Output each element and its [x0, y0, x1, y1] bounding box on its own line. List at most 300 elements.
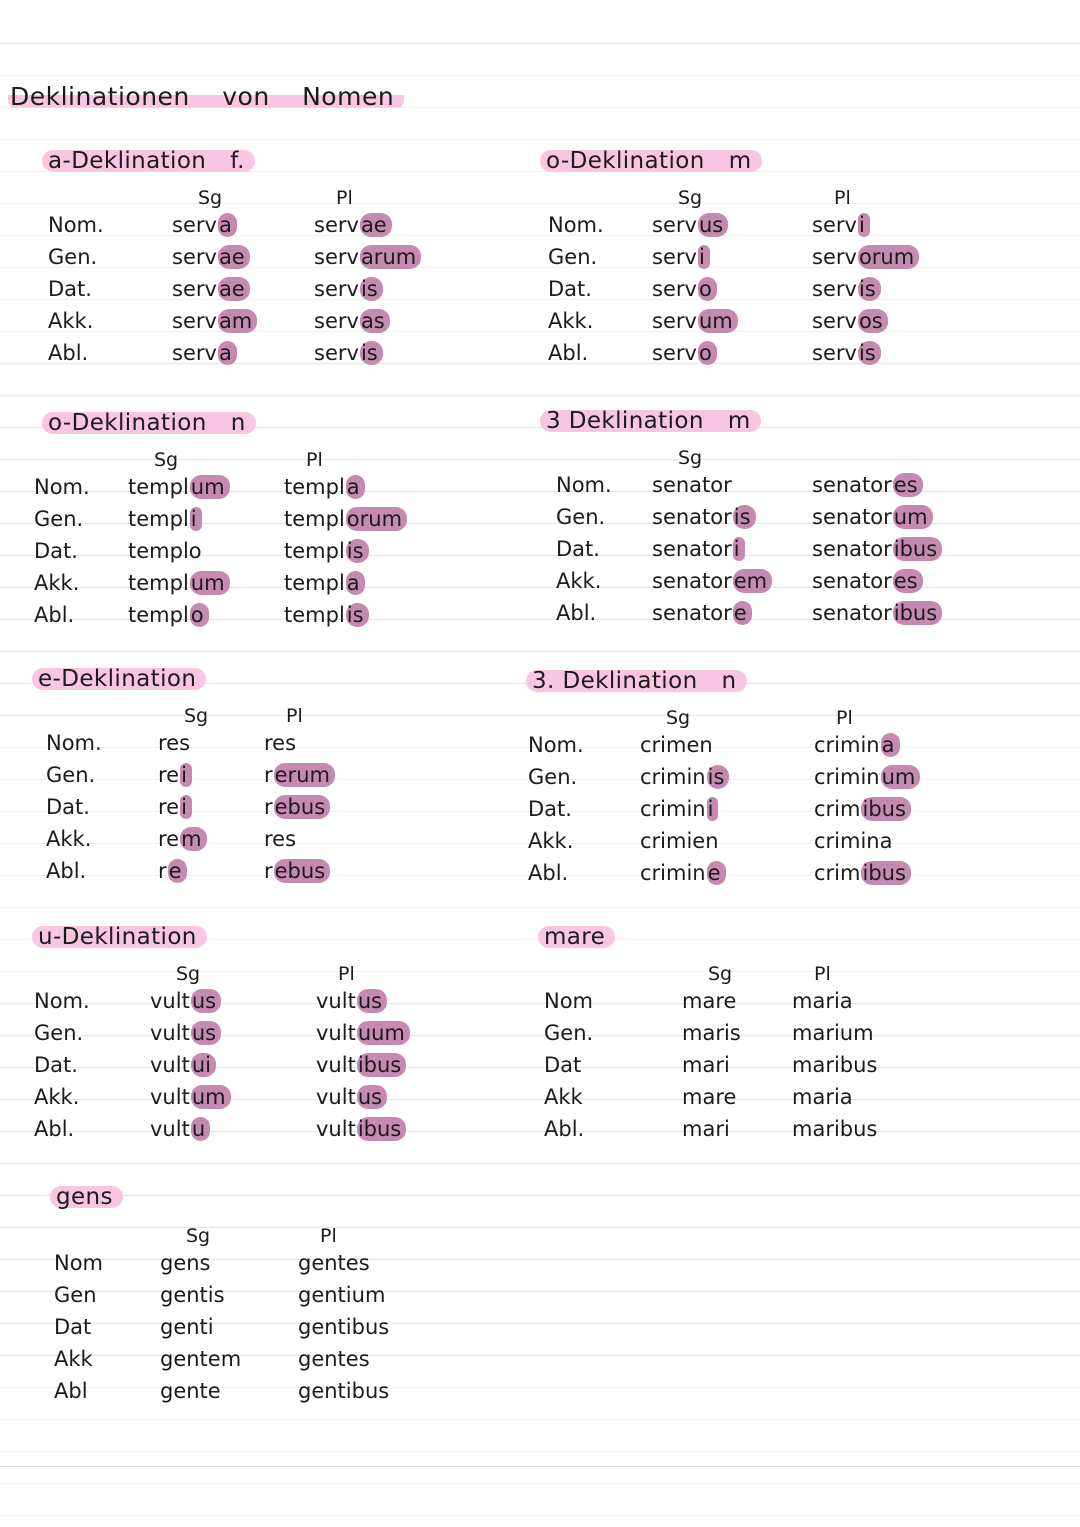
word-stem: mare: [682, 989, 737, 1013]
word-stem: senator: [652, 601, 732, 625]
word-stem: senator: [652, 537, 732, 561]
ending-highlight: ae: [218, 277, 250, 301]
case-label: Dat.: [48, 277, 92, 301]
singular-column-header: Sg: [708, 963, 733, 985]
word-stem: res: [264, 731, 297, 755]
singular-form: [158, 794, 192, 820]
singular-form: [652, 600, 752, 626]
ending-highlight: i: [858, 213, 870, 237]
section-title: o-Deklination: [546, 148, 705, 174]
word-stem: r: [264, 763, 273, 787]
case-label: Akk.: [46, 827, 92, 851]
ending-highlight: ebus: [274, 795, 331, 819]
singular-form: [172, 244, 250, 270]
case-label: Akk: [544, 1085, 583, 1109]
word-stem: res: [158, 731, 191, 755]
section-title: gens: [56, 1184, 113, 1210]
ending-highlight: erum: [274, 763, 335, 787]
case-label: Abl.: [556, 601, 597, 625]
word-stem: gentibus: [298, 1379, 390, 1403]
case-label: Nom.: [34, 475, 90, 499]
ending-highlight: i: [180, 795, 192, 819]
word-stem: crimin: [640, 797, 706, 821]
case-label: Gen.: [544, 1021, 594, 1045]
word-stem: crimen: [640, 733, 713, 757]
case-label: Nom.: [48, 213, 104, 237]
section-heading: [540, 410, 761, 432]
plural-form: [792, 1052, 877, 1078]
plural-form: [812, 244, 919, 270]
case-label: Abl: [54, 1379, 88, 1403]
singular-form: [128, 474, 230, 500]
word-stem: maribus: [792, 1117, 878, 1141]
section-heading: [540, 150, 762, 172]
plural-form: [314, 340, 383, 366]
singular-form: [652, 568, 772, 594]
word-stem: marium: [792, 1021, 874, 1045]
ending-highlight: am: [218, 309, 257, 333]
ending-highlight: is: [360, 277, 383, 301]
plural-form: [284, 538, 369, 564]
plural-form: [316, 1116, 406, 1142]
plural-column-header: Pl: [834, 187, 851, 209]
singular-form: [640, 828, 719, 854]
singular-column-header: Sg: [184, 705, 209, 727]
word-stem: vult: [316, 1053, 356, 1077]
word-stem: gentis: [160, 1283, 225, 1307]
singular-form: [682, 988, 736, 1014]
plural-form: [812, 308, 888, 334]
word-stem: templ: [128, 603, 189, 627]
gender-label: m: [728, 148, 752, 174]
plural-form: [812, 472, 923, 498]
ending-highlight: m: [180, 827, 206, 851]
word-stem: serv: [314, 213, 359, 237]
singular-form: [652, 212, 728, 238]
case-label: Nom.: [528, 733, 584, 757]
word-stem: r: [264, 795, 273, 819]
ending-highlight: i: [733, 537, 745, 561]
word-stem: re: [158, 795, 180, 819]
singular-form: [172, 276, 250, 302]
word-stem: re: [158, 763, 180, 787]
word-stem: senator: [812, 473, 892, 497]
ending-highlight: ibus: [357, 1053, 406, 1077]
plural-form: [812, 536, 942, 562]
ending-highlight: is: [707, 765, 730, 789]
word-stem: crimina: [814, 829, 893, 853]
ending-highlight: a: [346, 475, 365, 499]
plural-form: [814, 828, 892, 854]
singular-form: [172, 340, 237, 366]
ending-highlight: is: [360, 341, 383, 365]
plural-form: [284, 506, 407, 532]
ending-highlight: a: [346, 571, 365, 595]
singular-form: [160, 1314, 214, 1340]
gender-label: n: [721, 668, 737, 694]
word-stem: templ: [284, 571, 345, 595]
plural-form: [812, 504, 933, 530]
word-stem: crimin: [640, 861, 706, 885]
case-label: Dat.: [528, 797, 572, 821]
word-stem: r: [264, 859, 273, 883]
singular-form: [160, 1250, 211, 1276]
plural-form: [314, 308, 390, 334]
plural-form: [264, 858, 330, 884]
word-stem: crimin: [814, 765, 880, 789]
word-stem: vult: [150, 1085, 190, 1109]
word-stem: serv: [172, 245, 217, 269]
word-stem: gentes: [298, 1347, 370, 1371]
case-label: Akk.: [528, 829, 574, 853]
plural-form: [316, 1052, 406, 1078]
plural-column-header: Pl: [306, 449, 323, 471]
plural-form: [792, 1084, 853, 1110]
ending-highlight: as: [360, 309, 390, 333]
plural-form: [284, 602, 369, 628]
singular-form: [682, 1020, 741, 1046]
case-label: Akk: [54, 1347, 93, 1371]
section-title: 3. Deklination: [532, 668, 698, 694]
section-heading: [32, 668, 206, 690]
word-stem: vult: [150, 989, 190, 1013]
plural-form: [812, 340, 881, 366]
singular-form: [640, 860, 726, 886]
ending-highlight: ibus: [357, 1117, 406, 1141]
ending-highlight: e: [733, 601, 752, 625]
singular-form: [158, 858, 187, 884]
ending-highlight: us: [357, 1085, 387, 1109]
word-stem: serv: [812, 277, 857, 301]
case-label: Nom.: [556, 473, 612, 497]
ending-highlight: us: [191, 989, 221, 1013]
case-label: Dat.: [34, 1053, 78, 1077]
case-label: Gen.: [556, 505, 606, 529]
section-title: mare: [544, 924, 606, 950]
singular-column-header: Sg: [678, 447, 703, 469]
word-stem: vult: [316, 1021, 356, 1045]
case-label: Nom: [54, 1251, 104, 1275]
word-stem: crimien: [640, 829, 719, 853]
case-label: Nom.: [548, 213, 604, 237]
word-stem: vult: [150, 1021, 190, 1045]
case-label: Dat: [544, 1053, 582, 1077]
word-stem: serv: [652, 309, 697, 333]
singular-form: [652, 244, 710, 270]
section-heading: [32, 926, 207, 948]
singular-column-header: Sg: [678, 187, 703, 209]
case-label: Abl.: [34, 1117, 75, 1141]
plural-form: [316, 1020, 410, 1046]
ending-highlight: is: [858, 277, 881, 301]
word-stem: maribus: [792, 1053, 878, 1077]
ending-highlight: um: [191, 1085, 231, 1109]
word-stem: maria: [792, 1085, 853, 1109]
plural-form: [264, 762, 335, 788]
word-stem: serv: [314, 277, 359, 301]
word-stem: vult: [150, 1053, 190, 1077]
word-stem: templ: [284, 507, 345, 531]
ending-highlight: o: [190, 603, 209, 627]
singular-form: [652, 504, 756, 530]
plural-form: [264, 826, 296, 852]
plural-column-header: Pl: [320, 1225, 337, 1247]
singular-form: [652, 472, 732, 498]
ending-highlight: arum: [360, 245, 421, 269]
singular-form: [682, 1084, 736, 1110]
word-stem: serv: [652, 213, 697, 237]
page-divider: [0, 1466, 1080, 1467]
section-title: e-Deklination: [38, 666, 197, 692]
case-label: Gen.: [46, 763, 96, 787]
word-stem: serv: [314, 341, 359, 365]
word-stem: senator: [812, 537, 892, 561]
ending-highlight: i: [180, 763, 192, 787]
plural-form: [298, 1346, 370, 1372]
ending-highlight: us: [698, 213, 728, 237]
singular-column-header: Sg: [176, 963, 201, 985]
plural-column-header: Pl: [836, 707, 853, 729]
gender-label: n: [230, 410, 246, 436]
ending-highlight: es: [893, 473, 923, 497]
plural-form: [314, 244, 421, 270]
word-stem: mare: [682, 1085, 737, 1109]
case-label: Dat.: [556, 537, 600, 561]
singular-form: [640, 796, 718, 822]
word-stem: crimin: [640, 765, 706, 789]
case-label: Gen.: [34, 1021, 84, 1045]
singular-form: [150, 1052, 216, 1078]
plural-form: [298, 1250, 370, 1276]
case-label: Dat.: [548, 277, 592, 301]
singular-form: [652, 308, 738, 334]
case-label: Abl.: [544, 1117, 585, 1141]
ending-highlight: a: [218, 213, 237, 237]
ending-highlight: um: [893, 505, 933, 529]
singular-form: [160, 1282, 225, 1308]
section-heading: [538, 926, 615, 948]
ending-highlight: o: [698, 277, 717, 301]
word-stem: serv: [812, 213, 857, 237]
singular-column-header: Sg: [154, 449, 179, 471]
ending-highlight: um: [190, 475, 230, 499]
word-stem: senator: [812, 601, 892, 625]
singular-form: [128, 538, 202, 564]
case-label: Dat.: [46, 795, 90, 819]
word-stem: templ: [284, 603, 345, 627]
word-stem: senator: [652, 473, 732, 497]
word-stem: senator: [652, 569, 732, 593]
plural-form: [814, 796, 911, 822]
singular-form: [652, 276, 717, 302]
singular-form: [128, 506, 202, 532]
section-title: o-Deklination: [48, 410, 207, 436]
singular-form: [160, 1346, 241, 1372]
word-stem: mari: [682, 1117, 730, 1141]
ending-highlight: ae: [218, 245, 250, 269]
ending-highlight: us: [357, 989, 387, 1013]
ending-highlight: u: [191, 1117, 210, 1141]
singular-form: [158, 762, 192, 788]
ending-highlight: is: [733, 505, 756, 529]
ending-highlight: em: [733, 569, 772, 593]
case-label: Gen: [54, 1283, 97, 1307]
word-stem: crim: [814, 861, 861, 885]
plural-form: [264, 730, 296, 756]
section-title: u-Deklination: [38, 924, 197, 950]
word-stem: gentem: [160, 1347, 242, 1371]
ending-highlight: a: [218, 341, 237, 365]
plural-form: [814, 732, 900, 758]
word-stem: templ: [128, 475, 189, 499]
ending-highlight: o: [698, 341, 717, 365]
case-label: Akk.: [556, 569, 602, 593]
case-label: Akk.: [48, 309, 94, 333]
singular-column-header: Sg: [666, 707, 691, 729]
case-label: Akk.: [34, 571, 80, 595]
section-title: a-Deklination: [48, 148, 207, 174]
word-stem: serv: [172, 277, 217, 301]
singular-column-header: Sg: [186, 1225, 211, 1247]
singular-form: [640, 764, 729, 790]
section-heading: [526, 670, 747, 692]
plural-column-header: Pl: [338, 963, 355, 985]
word-stem: gentium: [298, 1283, 386, 1307]
singular-form: [172, 212, 237, 238]
plural-form: [298, 1378, 389, 1404]
word-stem: templ: [128, 571, 189, 595]
singular-form: [640, 732, 713, 758]
word-stem: serv: [652, 341, 697, 365]
ending-highlight: us: [191, 1021, 221, 1045]
ending-highlight: i: [707, 797, 719, 821]
plural-form: [814, 860, 911, 886]
page-title: Deklinationen von Nomen: [8, 82, 404, 111]
plural-form: [812, 276, 881, 302]
ending-highlight: um: [881, 765, 921, 789]
singular-form: [158, 826, 207, 852]
case-label: Akk.: [548, 309, 594, 333]
plural-form: [264, 794, 330, 820]
plural-form: [298, 1282, 385, 1308]
singular-form: [128, 602, 209, 628]
word-stem: gentes: [298, 1251, 370, 1275]
word-stem: re: [158, 827, 180, 851]
word-stem: senator: [812, 505, 892, 529]
plural-form: [284, 474, 365, 500]
case-label: Akk.: [34, 1085, 80, 1109]
plural-form: [792, 1020, 874, 1046]
section-title: 3 Deklination: [546, 408, 704, 434]
case-label: Gen.: [528, 765, 578, 789]
word-stem: gentibus: [298, 1315, 390, 1339]
word-stem: serv: [652, 245, 697, 269]
case-label: Abl.: [528, 861, 569, 885]
case-label: Abl.: [46, 859, 87, 883]
plural-form: [316, 988, 387, 1014]
plural-form: [284, 570, 365, 596]
gender-label: m: [727, 408, 751, 434]
singular-form: [150, 1084, 231, 1110]
ending-highlight: ibus: [861, 797, 910, 821]
word-stem: crim: [814, 797, 861, 821]
word-stem: templ: [128, 507, 189, 531]
ending-highlight: i: [698, 245, 710, 269]
word-stem: res: [264, 827, 297, 851]
singular-form: [150, 1020, 221, 1046]
word-stem: serv: [314, 309, 359, 333]
ending-highlight: os: [858, 309, 888, 333]
singular-form: [150, 988, 221, 1014]
case-label: Abl.: [34, 603, 75, 627]
plural-form: [314, 212, 392, 238]
ending-highlight: es: [893, 569, 923, 593]
plural-form: [316, 1084, 387, 1110]
word-stem: gens: [160, 1251, 211, 1275]
ending-highlight: ibus: [893, 537, 942, 561]
case-label: Nom: [544, 989, 594, 1013]
word-stem: vult: [150, 1117, 190, 1141]
case-label: Dat: [54, 1315, 92, 1339]
section-heading: [50, 1186, 123, 1208]
ending-highlight: ui: [191, 1053, 216, 1077]
case-label: Abl.: [48, 341, 89, 365]
plural-form: [298, 1314, 389, 1340]
word-stem: r: [158, 859, 167, 883]
ending-highlight: is: [346, 603, 369, 627]
word-stem: senator: [812, 569, 892, 593]
plural-form: [812, 212, 870, 238]
singular-form: [682, 1052, 730, 1078]
case-label: Gen.: [548, 245, 598, 269]
ending-highlight: i: [190, 507, 202, 531]
word-stem: maria: [792, 989, 853, 1013]
plural-form: [814, 764, 920, 790]
ending-highlight: is: [858, 341, 881, 365]
singular-form: [128, 570, 230, 596]
ending-highlight: ibus: [893, 601, 942, 625]
singular-form: [172, 308, 257, 334]
word-stem: senator: [652, 505, 732, 529]
case-label: Nom.: [34, 989, 90, 1013]
word-stem: serv: [812, 309, 857, 333]
word-stem: serv: [314, 245, 359, 269]
ending-highlight: um: [190, 571, 230, 595]
singular-form: [652, 536, 745, 562]
word-stem: maris: [682, 1021, 741, 1045]
plural-column-header: Pl: [336, 187, 353, 209]
plural-column-header: Pl: [286, 705, 303, 727]
word-stem: serv: [812, 341, 857, 365]
ending-highlight: e: [168, 859, 187, 883]
case-label: Gen.: [34, 507, 84, 531]
ending-highlight: ae: [360, 213, 392, 237]
word-stem: templ: [284, 539, 345, 563]
word-stem: serv: [812, 245, 857, 269]
ending-highlight: orum: [858, 245, 919, 269]
ending-highlight: uum: [357, 1021, 410, 1045]
word-stem: vult: [316, 1085, 356, 1109]
word-stem: genti: [160, 1315, 214, 1339]
word-stem: serv: [172, 213, 217, 237]
singular-form: [158, 730, 190, 756]
singular-column-header: Sg: [198, 187, 223, 209]
ending-highlight: e: [707, 861, 726, 885]
word-stem: crimin: [814, 733, 880, 757]
plural-form: [792, 1116, 877, 1142]
case-label: Gen.: [48, 245, 98, 269]
case-label: Dat.: [34, 539, 78, 563]
